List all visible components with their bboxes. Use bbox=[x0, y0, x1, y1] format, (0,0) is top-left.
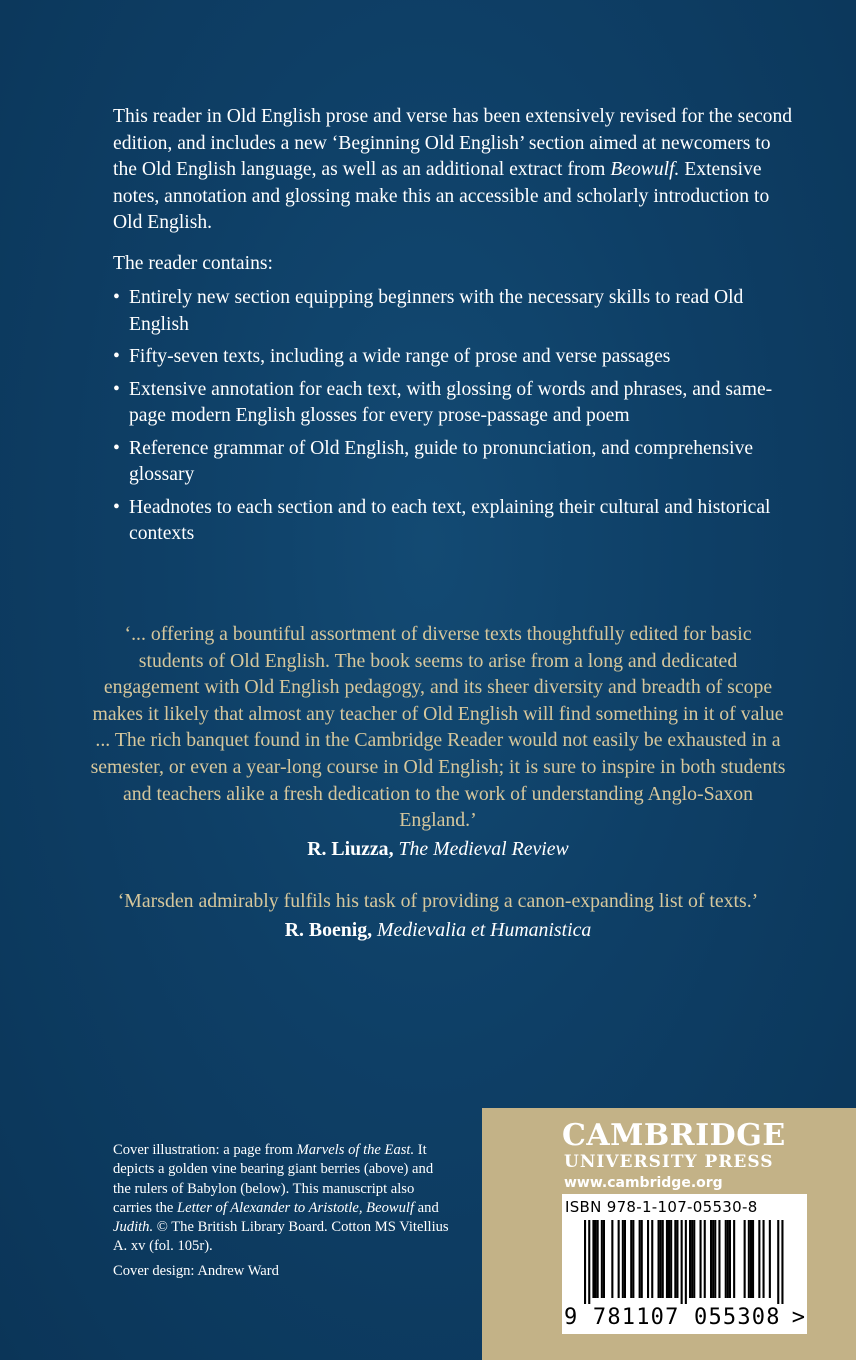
barcode-bar bbox=[641, 1220, 643, 1298]
barcode-bar bbox=[588, 1220, 590, 1304]
barcode-bar bbox=[769, 1220, 771, 1298]
barcode-bar bbox=[597, 1220, 599, 1298]
list-item: • Entirely new section equipping beginners with the necessary skills to read Old English bbox=[113, 287, 744, 335]
barcode-bar bbox=[618, 1220, 620, 1298]
barcode-bar bbox=[704, 1220, 706, 1298]
publisher-url: www.cambridge.org bbox=[564, 1175, 723, 1191]
barcode-bar bbox=[681, 1220, 683, 1304]
review-author: R. Liuzza, bbox=[307, 837, 394, 860]
review-citation-2 bbox=[90, 917, 786, 944]
bullet-icon: • bbox=[113, 346, 120, 367]
barcode-bar bbox=[750, 1220, 752, 1298]
barcode-bar bbox=[714, 1220, 716, 1298]
review-quote-1: ‘... offering a bountiful assortment of diverse texts thoughtfully edited for basic students of Old English. The book seems to arise from a long and dedicated engagement with Old English pedagogy, and its sheer diversity and breadth of scope makes it likely that almost any teacher of Old English will find something in it of value ... The rich banquet found in the Cambridge Reader would not easily be exhausted in a semester, or even a year-long course in Old English; it is sure to inspire in both students and teachers alike a fresh dedication to the work of understanding Anglo-Saxon England.’ bbox=[90, 623, 786, 832]
intro-text-2: Extensive notes, annotation and glossing make this an accessible and scholarly introduction to Old English. bbox=[113, 159, 770, 233]
barcode-bar bbox=[647, 1220, 649, 1298]
barcode-label bbox=[562, 1194, 807, 1334]
bullet-icon: • bbox=[113, 496, 120, 518]
barcode-bar bbox=[727, 1220, 729, 1298]
barcode-bar bbox=[584, 1220, 586, 1304]
list-lead: The reader contains: bbox=[113, 252, 273, 274]
barcode-bar bbox=[660, 1220, 662, 1298]
list-item: • Extensive annotation for each text, with glossing of words and phrases, and same-page modern English glosses for every prose-passage and poem bbox=[113, 378, 773, 426]
barcode-bar bbox=[632, 1220, 634, 1298]
cover-credits bbox=[113, 1141, 453, 1281]
barcode-bar bbox=[668, 1220, 670, 1298]
ean-digits: 9 781107 055308 bbox=[564, 1305, 781, 1330]
barcode-bar bbox=[676, 1220, 678, 1298]
barcode-bar bbox=[611, 1220, 613, 1298]
barcode-bar bbox=[725, 1220, 727, 1298]
list-item: • Headnotes to each section and to each text, explaining their cultural and historical contexts bbox=[113, 496, 771, 544]
review-quotes bbox=[90, 621, 786, 944]
back-cover-blurb bbox=[113, 104, 793, 554]
barcode-bar bbox=[624, 1220, 626, 1298]
barcode-bar bbox=[748, 1220, 750, 1298]
barcode-bar bbox=[712, 1220, 714, 1298]
list-item: • Fifty-seven texts, including a wide range of prose and verse passages bbox=[113, 344, 793, 371]
illustration-credit: Cover illustration: a page from Marvels of the East. It depicts a golden vine bearing giant berries (above) and the rulers of Babylon (below). This manuscript also carries the Letter of Alexander to Aristotle, Beowulf and Judith. © The British Library Board. Cotton MS Vitellius A. xv (fol. 105r). bbox=[113, 1142, 449, 1255]
barcode-bar bbox=[662, 1220, 664, 1298]
barcode-bar bbox=[639, 1220, 641, 1298]
quiet-zone-mark: > bbox=[791, 1305, 805, 1330]
barcode-bar bbox=[666, 1220, 668, 1298]
intro-text-1: This reader in Old English prose and verse has been extensively revised for the second edition, and includes a new ‘Beginning Old English’ section aimed at newcomers to the Old English language, as well as an additional extract from bbox=[113, 106, 793, 180]
design-credit: Cover design: Andrew Ward bbox=[113, 1262, 279, 1279]
barcode-bar bbox=[630, 1220, 632, 1298]
bullet-icon: • bbox=[113, 437, 120, 459]
review-source: Medievalia et Humanistica bbox=[377, 918, 592, 941]
bullet-icon: • bbox=[113, 378, 120, 400]
list-item: • Reference grammar of Old English, guide to pronunciation, and comprehensive glossary bbox=[113, 437, 754, 485]
barcode-bar bbox=[763, 1220, 765, 1298]
barcode-bar bbox=[758, 1220, 760, 1298]
bullet-icon: • bbox=[113, 287, 120, 308]
isbn-number: ISBN 978-1-107-05530-8 bbox=[565, 1198, 758, 1216]
barcode-bar bbox=[752, 1220, 754, 1298]
barcode-bar bbox=[693, 1220, 695, 1298]
barcode-bar bbox=[685, 1220, 687, 1304]
barcode-bar bbox=[601, 1220, 603, 1298]
publisher-name: CAMBRIDGE bbox=[562, 1118, 786, 1153]
feature-list bbox=[113, 285, 793, 548]
barcode-bar bbox=[718, 1220, 720, 1298]
barcode-bar bbox=[700, 1220, 702, 1298]
barcode-bar bbox=[670, 1220, 672, 1298]
publisher-subname: UNIVERSITY PRESS bbox=[564, 1152, 774, 1172]
barcode-bar bbox=[651, 1220, 653, 1298]
barcode-bar bbox=[689, 1220, 691, 1298]
barcode-bar bbox=[733, 1220, 735, 1298]
publisher-panel bbox=[482, 1108, 856, 1360]
intro-beowulf-title: Beowulf. bbox=[610, 159, 680, 180]
review-author: R. Boenig, bbox=[284, 918, 373, 941]
barcode-bar bbox=[710, 1220, 712, 1298]
barcode-bar bbox=[674, 1220, 676, 1298]
review-quote-2: ‘Marsden admirably fulfils his task of providing a canon-expanding list of texts.’ bbox=[117, 890, 759, 913]
barcode-bar bbox=[658, 1220, 660, 1298]
barcode-bar bbox=[622, 1220, 624, 1298]
barcode-image bbox=[566, 1220, 796, 1304]
barcode-bar bbox=[595, 1220, 597, 1298]
barcode-bar bbox=[603, 1220, 605, 1298]
review-source: The Medieval Review bbox=[398, 837, 569, 860]
intro-paragraph bbox=[113, 104, 793, 237]
barcode-bar bbox=[729, 1220, 731, 1298]
barcode-bar bbox=[781, 1220, 783, 1304]
barcode-bar bbox=[744, 1220, 746, 1298]
barcode-bar bbox=[691, 1220, 693, 1298]
barcode-bar bbox=[592, 1220, 594, 1298]
review-citation-1 bbox=[90, 836, 786, 863]
barcode-bar bbox=[777, 1220, 779, 1304]
